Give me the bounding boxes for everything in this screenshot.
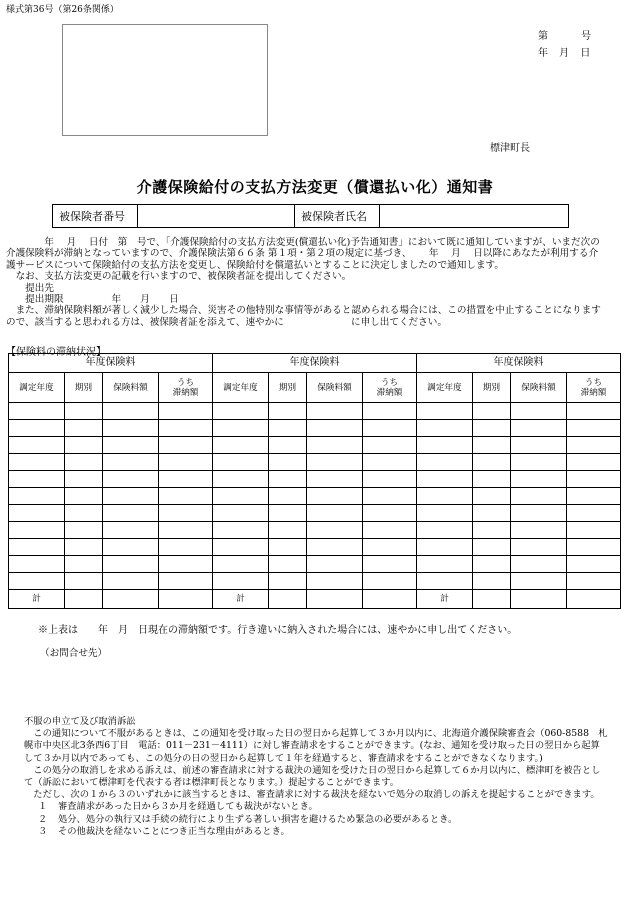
table-cell[interactable] [9,505,65,522]
table-cell[interactable] [9,488,65,505]
table-cell[interactable] [363,454,417,471]
table-row [9,488,621,505]
table-cell[interactable] [511,488,567,505]
table-cell[interactable] [307,403,363,420]
table-cell[interactable] [511,454,567,471]
number-line: 第 号 [538,31,592,42]
table-cell[interactable] [567,573,621,590]
table-cell[interactable] [567,420,621,437]
table-cell[interactable] [159,403,213,420]
appeal-item-text: 処分、処分の執行又は手続の続行により生ずる著しい損害を避けるため緊急の必要があるとき。 [57,813,458,825]
total-row [9,590,621,609]
table-cell[interactable] [567,488,621,505]
column-header: 期別 [473,373,511,403]
table-cell[interactable] [269,437,307,454]
table-cell[interactable] [269,471,307,488]
table-cell[interactable] [473,437,511,454]
appeal-item-number: ２ [37,813,48,825]
table-row [9,522,621,539]
table-cell[interactable] [65,403,103,420]
table-cell[interactable] [307,437,363,454]
table-cell[interactable] [473,454,511,471]
page-title: 介護保険給付の支払方法変更（償還払い化）通知書 [136,178,494,196]
table-cell[interactable] [213,573,269,590]
table-cell[interactable] [269,573,307,590]
total-cell[interactable] [363,590,417,609]
table-cell[interactable] [363,471,417,488]
table-cell[interactable] [103,471,159,488]
table-cell[interactable] [103,420,159,437]
total-cell[interactable] [65,590,103,609]
table-cell[interactable] [417,505,473,522]
table-row [9,420,621,437]
table-cell[interactable] [159,471,213,488]
table-cell[interactable] [103,505,159,522]
table-cell[interactable] [103,403,159,420]
insured-name-field[interactable] [380,205,569,228]
table-cell[interactable] [511,573,567,590]
table-row [9,505,621,522]
inquiry-label: （お問合せ先） [40,648,108,659]
table-row [9,539,621,556]
table-cell[interactable] [269,488,307,505]
table-cell[interactable] [567,437,621,454]
table-cell[interactable] [417,556,473,573]
table-cell[interactable] [363,488,417,505]
table-cell[interactable] [473,505,511,522]
table-row [9,556,621,573]
appeal-item [24,826,608,838]
total-cell[interactable] [159,590,213,609]
year-group-header: 年度保険料 [213,354,417,373]
table-cell[interactable] [213,522,269,539]
table-cell[interactable] [269,403,307,420]
appeal-item-number: １ [37,801,48,813]
table-cell[interactable] [307,556,363,573]
total-cell[interactable] [567,590,621,609]
table-cell[interactable] [213,420,269,437]
table-cell[interactable] [9,454,65,471]
table-cell[interactable] [511,420,567,437]
table-cell[interactable] [9,471,65,488]
table-cell[interactable] [213,488,269,505]
column-header: 調定年度 [9,373,65,403]
table-cell[interactable] [473,488,511,505]
form-number: 様式第36号（第26条関係） [6,5,119,15]
table-cell[interactable] [9,573,65,590]
table-cell[interactable] [567,471,621,488]
body-paragraph: また、滞納保険料額が著しく減少した場合、災害その他特別な事情等があると認められる場合には、この措置を中止することになりますので、該当すると思われる方は、被保険者証を添えて、速やかに に申し出てください。 [6,305,601,328]
table-cell[interactable] [9,403,65,420]
table-cell[interactable] [65,573,103,590]
table-cell[interactable] [159,573,213,590]
body-paragraph: 年 月 日付 第 号で、「介護保険給付の支払方法変更(償還払い化)予告通知書」において既に通知していますが、いまだ次の介護保険料が滞納となっていますので、介護保険法第６６条 第１項・第２項の規定に基づき、 年 月 日以降にあなたが利用する介護サービスについて保険給付の支払方法を変更し、保険給付を償還払いとすることに決定しましたので通知します。 [6,237,600,271]
table-cell[interactable] [103,556,159,573]
table-cell[interactable] [213,437,269,454]
table-cell[interactable] [65,454,103,471]
table-cell[interactable] [363,539,417,556]
table-row [9,454,621,471]
body-paragraph: 提出先 [6,282,54,294]
notice-body [6,237,606,328]
table-cell[interactable] [103,488,159,505]
column-header: 保険料額 [103,373,159,403]
table-cell[interactable] [213,539,269,556]
total-cell[interactable] [103,590,159,609]
table-cell[interactable] [65,556,103,573]
table-cell[interactable] [103,454,159,471]
insured-number-field[interactable] [138,205,295,228]
table-cell[interactable] [567,539,621,556]
body-paragraph: 提出期限 年 月 日 [6,294,179,306]
year-group-header: 年度保険料 [9,354,213,373]
table-cell[interactable] [567,454,621,471]
appeal-items [24,801,608,838]
table-cell[interactable] [417,471,473,488]
total-cell[interactable] [511,590,567,609]
table-cell[interactable] [159,556,213,573]
table-cell[interactable] [473,522,511,539]
table-row [9,573,621,590]
table-cell[interactable] [213,471,269,488]
table-cell[interactable] [9,556,65,573]
table-cell[interactable] [417,488,473,505]
table-cell[interactable] [307,454,363,471]
total-label: 計 [417,590,473,609]
appeal-section [24,716,608,838]
appeal-heading: 不服の申立て及び取消訴訟 [24,716,136,727]
table-cell[interactable] [417,403,473,420]
total-label: 計 [9,590,65,609]
table-cell[interactable] [417,573,473,590]
table-cell[interactable] [567,522,621,539]
sender: 標津町長 [490,143,530,154]
table-row [9,437,621,454]
table-cell[interactable] [417,522,473,539]
total-cell[interactable] [269,590,307,609]
insured-info-table [52,204,569,228]
table-cell[interactable] [363,573,417,590]
column-header: 保険料額 [307,373,363,403]
table-cell[interactable] [307,522,363,539]
table-cell[interactable] [363,420,417,437]
table-cell[interactable] [159,505,213,522]
table-cell[interactable] [159,420,213,437]
table-cell[interactable] [511,437,567,454]
appeal-paragraph: ただし、次の１から３のいずれかに該当するときは、審査請求に対する裁決を経ないで処分の取消しの訴えを提起することができます。 [33,789,600,801]
appeal-item-number: ３ [37,825,48,837]
table-note: ※上表は 年 月 日現在の滞納額です。行き違いに納入された場合には、速やかに申し出てください。 [38,625,518,636]
table-cell[interactable] [103,522,159,539]
table-cell[interactable] [65,437,103,454]
table-cell[interactable] [511,505,567,522]
table-cell[interactable] [159,437,213,454]
table-cell[interactable] [159,454,213,471]
table-cell[interactable] [363,437,417,454]
year-group-header: 年度保険料 [417,354,621,373]
table-cell[interactable] [65,488,103,505]
table-cell[interactable] [9,437,65,454]
column-header: うち 滞納額 [363,373,417,403]
stamp-box [62,24,268,136]
total-cell[interactable] [473,590,511,609]
table-cell[interactable] [363,522,417,539]
table-row [9,471,621,488]
column-header: 期別 [65,373,103,403]
column-header: 期別 [269,373,307,403]
table-cell[interactable] [363,403,417,420]
table-cell[interactable] [417,539,473,556]
insured-name-label: 被保険者氏名 [295,205,380,228]
table-cell[interactable] [65,522,103,539]
date-line: 年 月 日 [538,48,591,59]
table-cell[interactable] [417,437,473,454]
table-cell[interactable] [269,522,307,539]
table-cell[interactable] [473,471,511,488]
table-cell[interactable] [269,505,307,522]
arrears-section-label: 【保険料の滞納状況】 [6,347,106,358]
table-cell[interactable] [567,556,621,573]
table-cell[interactable] [363,505,417,522]
table-cell[interactable] [65,505,103,522]
appeal-paragraph: この通知について不服があるときは、この通知を受け取った日の翌日から起算して３か月以内に、北海道介護保険審査会（060-8588 札幌市中央区北3条西6丁目 電話：011－231－4111）に対し審査請求をすることができます。(なお、通知を受け取った日の翌日から起算して３か月以内であっても、この処分の日の翌日から起算して１年を経過すると、審査請求をすることができなくなります。) [24,728,608,764]
table-cell[interactable] [103,437,159,454]
table-cell[interactable] [511,471,567,488]
table-cell[interactable] [159,522,213,539]
table-cell[interactable] [473,420,511,437]
table-cell[interactable] [417,454,473,471]
table-cell[interactable] [213,454,269,471]
table-cell[interactable] [307,573,363,590]
insured-number-label: 被保険者番号 [53,205,138,228]
column-header: 調定年度 [213,373,269,403]
column-header: うち 滞納額 [159,373,213,403]
table-cell[interactable] [567,403,621,420]
table-cell[interactable] [213,556,269,573]
appeal-item [24,801,608,813]
appeal-item [24,814,608,826]
table-cell[interactable] [567,505,621,522]
table-cell[interactable] [473,573,511,590]
appeal-paragraph: この処分の取消しを求める訴えは、前述の審査請求に対する裁決の通知を受けた日の翌日から起算して６か月以内に、標津町を被告として（訴訟において標津町を代表する者は標津町長となります。）提起することができます。 [24,764,601,789]
table-cell[interactable] [65,420,103,437]
table-cell[interactable] [511,403,567,420]
table-cell[interactable] [159,488,213,505]
table-cell[interactable] [9,522,65,539]
arrears-table [8,353,621,609]
total-cell[interactable] [307,590,363,609]
table-cell[interactable] [511,539,567,556]
body-paragraph: なお、支払方法変更の記載を行いますので、被保険者証を提出してください。 [6,271,352,283]
table-cell[interactable] [9,420,65,437]
table-cell[interactable] [473,539,511,556]
document-number [538,27,591,61]
table-cell[interactable] [269,420,307,437]
table-cell[interactable] [473,556,511,573]
total-label: 計 [213,590,269,609]
table-cell[interactable] [307,539,363,556]
table-cell[interactable] [417,420,473,437]
table-cell[interactable] [159,539,213,556]
table-cell[interactable] [473,403,511,420]
table-cell[interactable] [103,539,159,556]
table-cell[interactable] [65,471,103,488]
table-cell[interactable] [269,539,307,556]
table-cell[interactable] [511,522,567,539]
table-cell[interactable] [103,573,159,590]
appeal-item-text: 審査請求があった日から３か月を経過しても裁決がないとき。 [57,801,318,813]
table-cell[interactable] [213,403,269,420]
column-header: うち 滞納額 [567,373,621,403]
table-cell[interactable] [307,420,363,437]
table-cell[interactable] [511,556,567,573]
table-cell[interactable] [65,539,103,556]
table-cell[interactable] [269,556,307,573]
table-cell[interactable] [363,556,417,573]
column-header: 保険料額 [511,373,567,403]
table-cell[interactable] [213,505,269,522]
table-row [9,403,621,420]
table-cell[interactable] [307,505,363,522]
table-cell[interactable] [9,539,65,556]
table-cell[interactable] [307,471,363,488]
appeal-item-text: その他裁決を経ないことにつき正当な理由があるとき。 [57,825,290,837]
table-cell[interactable] [307,488,363,505]
column-header: 調定年度 [417,373,473,403]
table-cell[interactable] [269,454,307,471]
